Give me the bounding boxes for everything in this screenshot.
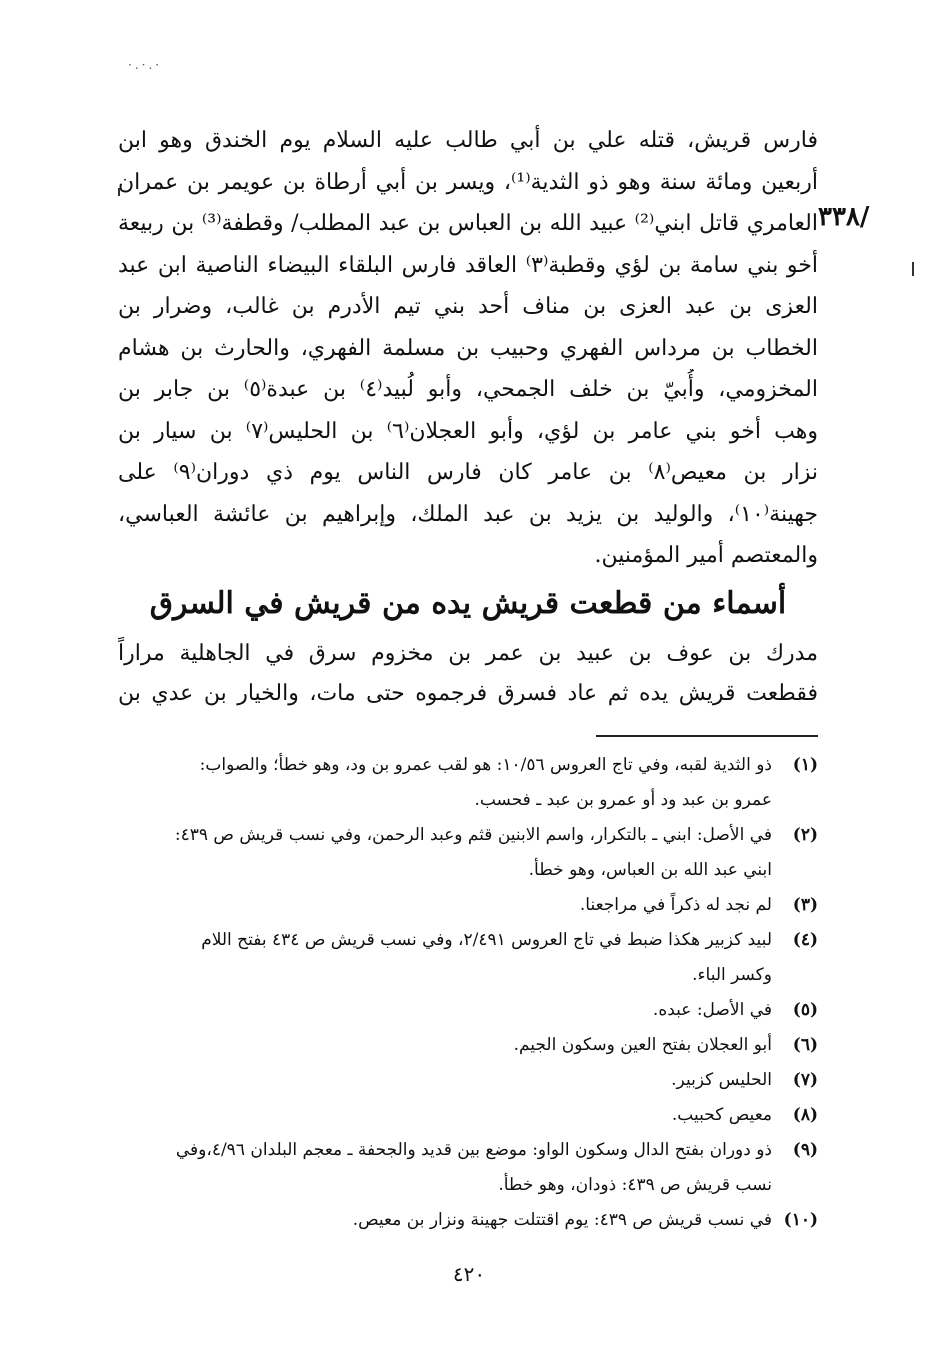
footnote-number: (١٠) <box>783 1210 818 1230</box>
footnote-number: (٦) <box>792 1035 818 1055</box>
footnote-number: (١) <box>792 755 818 775</box>
footnote <box>100 748 818 818</box>
footnote <box>100 1133 818 1203</box>
text-line: العامري قاتل ابني⁽²⁾ عبيد الله بن العباس بن عبد المطلب/ وقطفة⁽³⁾ بن ربيعة <box>118 211 818 236</box>
footnote <box>100 923 818 993</box>
text-line: فقطعت قريش يده ثم عاد فسرق فرجموه حتى مات، والخيار بن عدي بن <box>118 681 818 706</box>
footnote-number: (٨) <box>792 1105 818 1125</box>
text-line: فارس قريش، قتله علي بن أبي طالب عليه السلام يوم الخندق وهو ابن <box>118 128 818 153</box>
footnote-line: عمرو بن عبد ود أو عمرو بن عبد ـ فحسب. <box>474 790 772 810</box>
text-line: وهب أخو بني عامر بن لؤي، وأبو العجلان⁽٦⁾ بن الحليس⁽٧⁾ بن سيار بن <box>118 418 818 444</box>
text-line: المخزومي، وأُبيّ بن خلف الجمحي، وأبو لُبيد⁽٤⁾ بن عبدة⁽٥⁾ بن جابر بن <box>118 377 818 402</box>
footnote <box>100 993 818 1028</box>
footnote <box>100 1203 818 1238</box>
section-heading: أسماء من قطعت قريش يده من قريش في السرق <box>149 586 787 621</box>
text-line: جهينة⁽١٠⁾، والوليد بن يزيد بن عبد الملك، وإبراهيم بن عائشة العباسي، <box>118 501 818 527</box>
footnote-line: نسب قريش ص ٤٣٩: ذودان، وهو خطأ. <box>498 1175 772 1195</box>
footnote-line: وكسر الباء. <box>692 965 772 985</box>
text-line: أربعين ومائة سنة وهو ذو الثدية⁽¹⁾، ويسر بن أبي أرطاة بن عويمر بن عمران <box>118 169 818 195</box>
footnote-number: (٢) <box>792 825 818 845</box>
footnote-number: (٥) <box>792 1000 818 1020</box>
footnote-line: لم نجد له ذكراً في مراجعنا. <box>579 895 772 915</box>
page-number: ٤٢٠ <box>452 1262 486 1286</box>
footnote <box>100 888 818 923</box>
second-paragraph <box>118 634 818 714</box>
text-line: أخو بني سامة بن لؤي وقطبة⁽٣⁾ العاقد فارس البلقاء البيضاء الناصية ابن عبد <box>118 252 818 278</box>
footnote-line: ذو دوران بفتح الدال وسكون الواو: موضع بين قديد والجحفة ـ معجم البلدان ٤/٩٦،وفي <box>175 1140 772 1160</box>
footnote <box>100 1028 818 1063</box>
footnote-line: أبو العجلان بفتح العين وسكون الجيم. <box>513 1035 772 1055</box>
footnote-line: ذو الثدية لقبه، وفي تاج العروس ١٠/٥٦: هو لقب عمرو بن ود، وهو خطأ؛ والصواب: <box>199 755 772 775</box>
footnote-number: (٤) <box>792 930 818 950</box>
main-paragraph <box>118 120 818 577</box>
scan-speck: ·.·.· <box>128 58 163 72</box>
footnote-number: (٣) <box>792 895 818 915</box>
footnote-line: في نسب قريش ص ٤٣٩: يوم اقتتلت جهينة ونزار بن معيص. <box>352 1210 772 1230</box>
text-line: العزى بن عبد العزى بن مناف أحد بني تيم الأدرم بن غالب، وضرار بن <box>118 294 818 319</box>
text-line: مدرك بن عوف بن عبيد بن عمر بن مخزوم سرق في الجاهلية مراراً <box>118 641 818 666</box>
scan-mark <box>912 262 914 276</box>
footnote <box>100 1063 818 1098</box>
footnote-line: ابني عبد الله بن العباس، وهو خطأ. <box>528 860 772 880</box>
footnote-line: في الأصل: ابني ـ بالتكرار، واسم الابنين قثم وعبد الرحمن، وفي نسب قريش ص ٤٣٩: <box>174 825 772 845</box>
footnote-line: لبيد كزبير هكذا ضبط في تاج العروس ٢/٤٩١، وفي نسب قريش ص ٤٣٤ بفتح اللام <box>201 930 772 950</box>
footnote-line: الحليس كزبير. <box>671 1070 772 1090</box>
footnotes <box>100 748 818 1238</box>
footnote <box>100 1098 818 1133</box>
text-line: والمعتصم أمير المؤمنين. <box>594 543 818 568</box>
footnote-line: معيص كحبيب. <box>671 1105 772 1125</box>
footnote-line: في الأصل: عبده. <box>652 1000 772 1020</box>
margin-page-reference: /٣٣٨ <box>818 202 870 232</box>
footnote <box>100 818 818 888</box>
footnote-number: (٩) <box>792 1140 818 1160</box>
footnote-separator <box>596 735 818 737</box>
text-line: الخطاب بن مرداس الفهري وحبيب بن مسلمة الفهري، والحارث بن هشام <box>118 335 818 361</box>
text-line: نزار بن معيص⁽٨⁾ بن عامر كان فارس الناس يوم ذي دوران⁽٩⁾ على <box>118 460 818 485</box>
footnote-number: (٧) <box>792 1070 818 1090</box>
